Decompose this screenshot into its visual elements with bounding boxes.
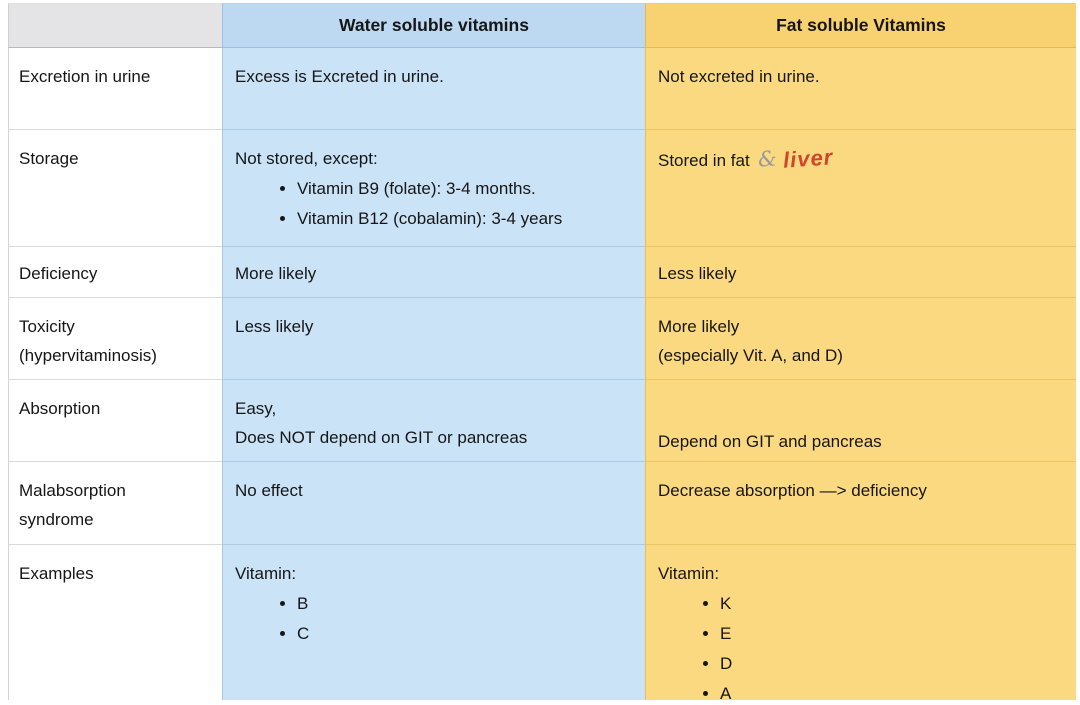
fat-cell-excretion: Not excreted in urine. bbox=[645, 48, 1076, 130]
water-cell-excretion: Excess is Excreted in urine. bbox=[222, 48, 645, 130]
water-cell-toxicity: Less likely bbox=[222, 298, 645, 380]
water-column-header bbox=[222, 3, 645, 48]
list-item: • K bbox=[720, 589, 1064, 619]
fat-cell-deficiency: Less likely bbox=[645, 247, 1076, 298]
corner-header-cell bbox=[8, 3, 222, 48]
list-item: • C bbox=[297, 619, 633, 649]
fat-cell-storage: Stored in fat & liver bbox=[645, 130, 1076, 247]
list-item: • Vitamin B12 (cobalamin): 3-4 years bbox=[297, 204, 633, 234]
list-item: • E bbox=[720, 619, 1064, 649]
row-label-storage: Storage bbox=[8, 130, 222, 247]
row-excretion bbox=[8, 48, 1076, 130]
row-label-examples: Examples bbox=[8, 545, 222, 700]
row-label-deficiency: Deficiency bbox=[8, 247, 222, 298]
water-column-title: Water soluble vitamins bbox=[339, 15, 529, 35]
fat-column-title: Fat soluble Vitamins bbox=[776, 15, 946, 35]
row-label-toxicity: Toxicity (hypervitaminosis) bbox=[8, 298, 222, 380]
row-label-absorption: Absorption bbox=[8, 380, 222, 462]
storage-exceptions-list bbox=[235, 174, 633, 234]
water-cell-examples: Vitamin: • B • C bbox=[222, 545, 645, 700]
fat-cell-absorption: Depend on GIT and pancreas bbox=[645, 380, 1076, 462]
row-storage bbox=[8, 130, 1076, 247]
row-malabsorption bbox=[8, 462, 1076, 545]
vitamin-comparison-table bbox=[8, 3, 1076, 700]
row-label-malabsorption: Malabsorption syndrome bbox=[8, 462, 222, 545]
row-examples bbox=[8, 545, 1076, 700]
water-cell-malabsorption: No effect bbox=[222, 462, 645, 545]
fat-column-header bbox=[645, 3, 1076, 48]
list-item: • D bbox=[720, 649, 1064, 679]
fat-cell-malabsorption: Decrease absorption —> deficiency bbox=[645, 462, 1076, 545]
row-toxicity bbox=[8, 298, 1076, 380]
row-deficiency bbox=[8, 247, 1076, 298]
water-examples-list bbox=[235, 589, 633, 649]
row-absorption bbox=[8, 380, 1076, 462]
handwritten-liver-annotation: liver bbox=[782, 144, 835, 173]
list-item: • Vitamin B9 (folate): 3-4 months. bbox=[297, 174, 633, 204]
fat-cell-examples: Vitamin: • K • E • D • A bbox=[645, 545, 1076, 700]
handwritten-ampersand: & bbox=[756, 146, 778, 172]
list-item: • B bbox=[297, 589, 633, 619]
water-cell-storage: Not stored, except: • Vitamin B9 (folate): 3-4 months. • Vitamin B12 (cobalamin): 3-4 years bbox=[222, 130, 645, 247]
water-cell-absorption: Easy, Does NOT depend on GIT or pancreas bbox=[222, 380, 645, 462]
row-label-excretion: Excretion in urine bbox=[8, 48, 222, 130]
fat-examples-list bbox=[658, 589, 1064, 700]
fat-cell-toxicity: More likely (especially Vit. A, and D) bbox=[645, 298, 1076, 380]
header-row bbox=[8, 3, 1076, 48]
water-cell-deficiency: More likely bbox=[222, 247, 645, 298]
list-item: • A bbox=[720, 679, 1064, 700]
